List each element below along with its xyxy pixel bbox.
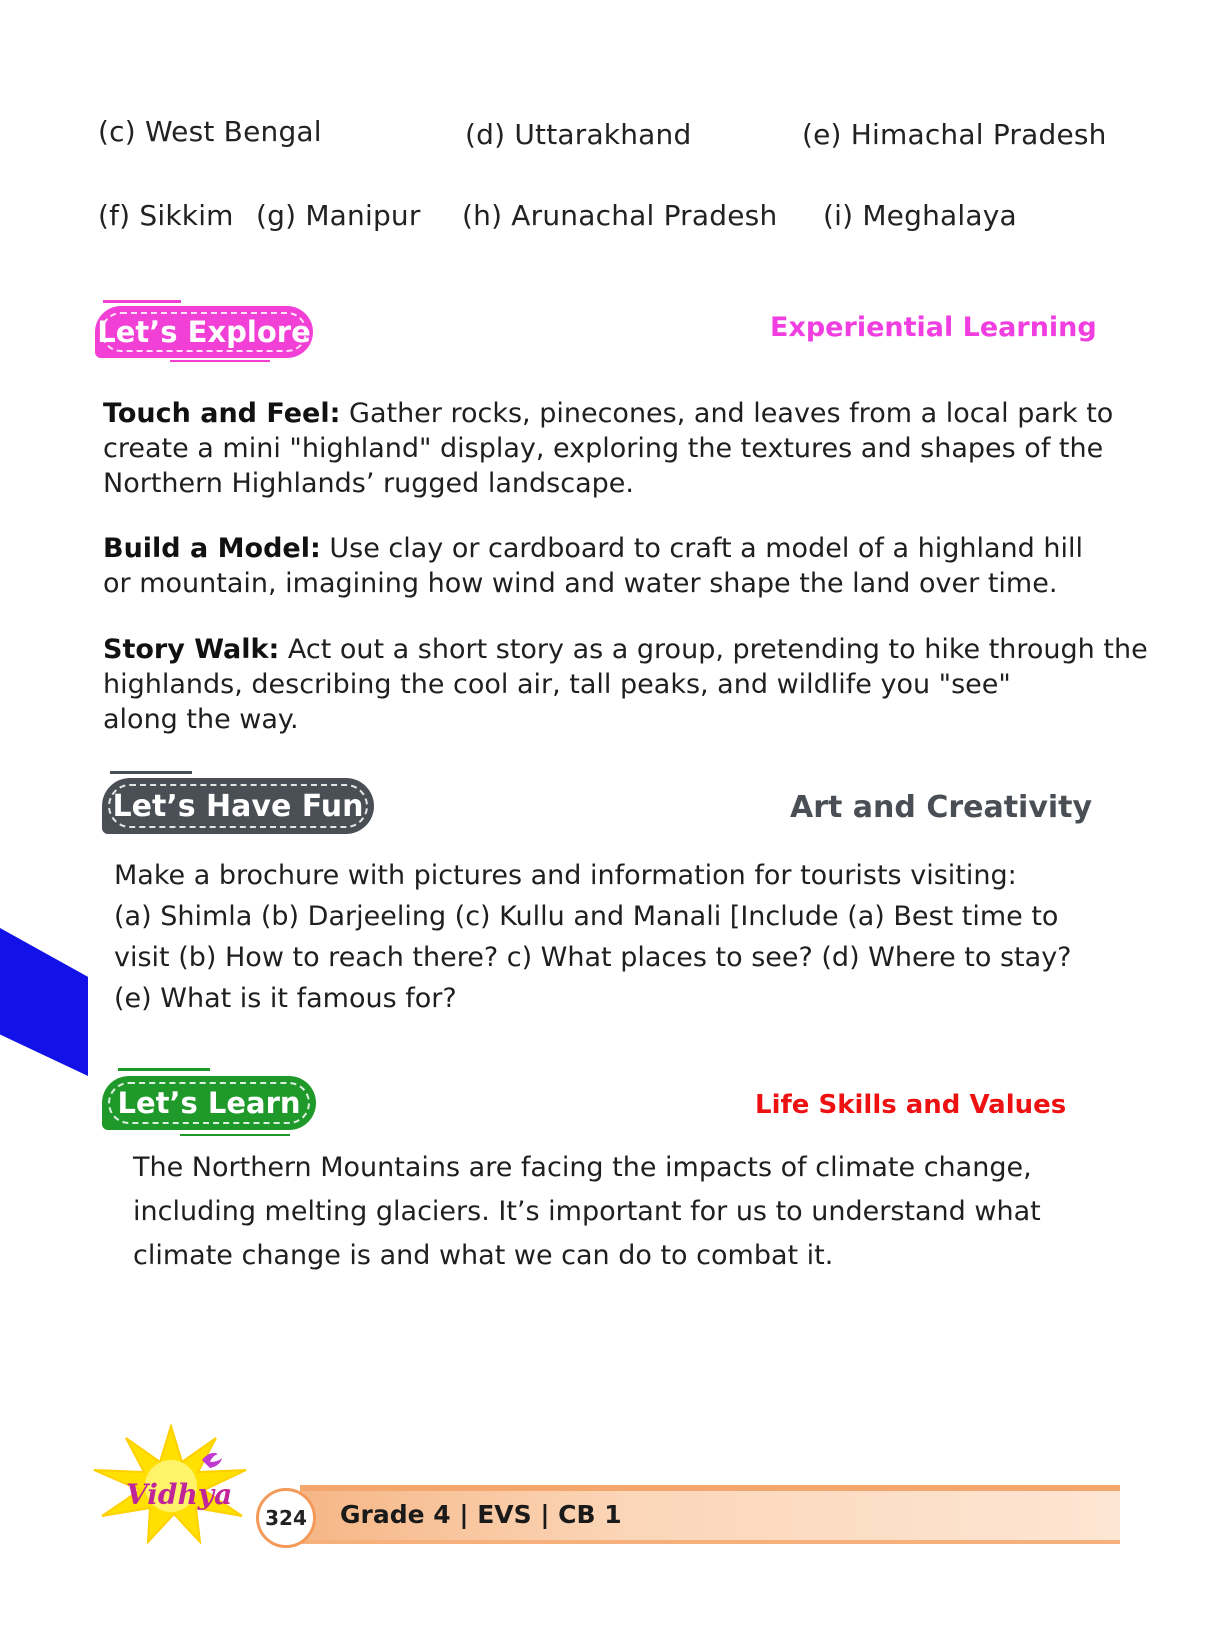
story-line-1: Act out a short story as a group, pretending to hike through the: [279, 634, 1148, 665]
fun-line-3: visit (b) How to reach there? c) What places to see? (d) Where to stay?: [114, 942, 1072, 973]
learn-title: Let’s Learn: [102, 1076, 316, 1130]
side-tab: [0, 928, 88, 1076]
explore-deco-line-top: [103, 300, 181, 303]
explore-item-story: [103, 632, 1183, 737]
learn-line-3: climate change is and what we can do to combat it.: [133, 1240, 834, 1271]
state-option-d: (d) Uttarakhand: [465, 118, 692, 151]
story-line-2: highlands, describing the cool air, tall peaks, and wildlife you "see": [103, 669, 1011, 700]
state-option-f: (f) Sikkim: [98, 199, 234, 232]
state-option-i: (i) Meghalaya: [823, 199, 1017, 232]
footer-bar-bottom-stripe: [300, 1540, 1120, 1544]
fun-title: Let’s Have Fun: [102, 778, 374, 834]
fun-header: [102, 778, 374, 834]
fun-line-1: Make a brochure with pictures and information for tourists visiting:: [114, 860, 1017, 891]
explore-item-touch: [103, 396, 1183, 501]
build-label: Build a Model:: [103, 533, 321, 564]
explore-header: [95, 306, 313, 358]
touch-line-2: create a mini "highland" display, exploring the textures and shapes of the: [103, 433, 1104, 464]
explore-tag: Experiential Learning: [770, 312, 1097, 343]
fun-line-2: (a) Shimla (b) Darjeeling (c) Kullu and Manali [Include (a) Best time to: [114, 901, 1059, 932]
state-option-c: (c) West Bengal: [98, 115, 322, 148]
footer-bar-top-stripe: [300, 1485, 1120, 1491]
state-option-g: (g) Manipur: [256, 199, 421, 232]
state-option-e: (e) Himachal Pradesh: [802, 118, 1107, 151]
learn-line-1: The Northern Mountains are facing the impacts of climate change,: [133, 1152, 1032, 1183]
state-option-h: (h) Arunachal Pradesh: [462, 199, 778, 232]
fun-tag: Art and Creativity: [790, 790, 1093, 825]
explore-deco-line-bottom: [170, 360, 270, 362]
explore-item-build: [103, 531, 1183, 601]
touch-label: Touch and Feel:: [103, 398, 341, 429]
footer-course-info: Grade 4 | EVS | CB 1: [340, 1500, 622, 1529]
build-line-2: or mountain, imagining how wind and water shape the land over time.: [103, 568, 1058, 599]
learn-deco-line-bottom: [180, 1134, 290, 1136]
fun-line-4: (e) What is it famous for?: [114, 983, 457, 1014]
fun-deco-line-top: [110, 771, 192, 774]
learn-line-2: including melting glaciers. It’s important for us to understand what: [133, 1196, 1041, 1227]
fun-text: [114, 855, 1194, 1019]
touch-line-1: Gather rocks, pinecones, and leaves from a local park to: [340, 398, 1114, 429]
learn-header: [102, 1076, 316, 1130]
story-label: Story Walk:: [103, 634, 280, 665]
logo-text: Vidhya: [126, 1478, 233, 1511]
build-line-1: Use clay or cardboard to craft a model of a highland hill: [320, 533, 1084, 564]
vidhya-logo: [86, 1424, 256, 1544]
learn-text: [133, 1146, 1193, 1278]
explore-title: Let’s Explore: [95, 306, 313, 358]
story-line-3: along the way.: [103, 704, 299, 735]
learn-deco-line-top: [118, 1068, 210, 1071]
touch-line-3: Northern Highlands’ rugged landscape.: [103, 468, 634, 499]
learn-tag: Life Skills and Values: [755, 1090, 1067, 1120]
page-number: 324: [256, 1488, 316, 1548]
